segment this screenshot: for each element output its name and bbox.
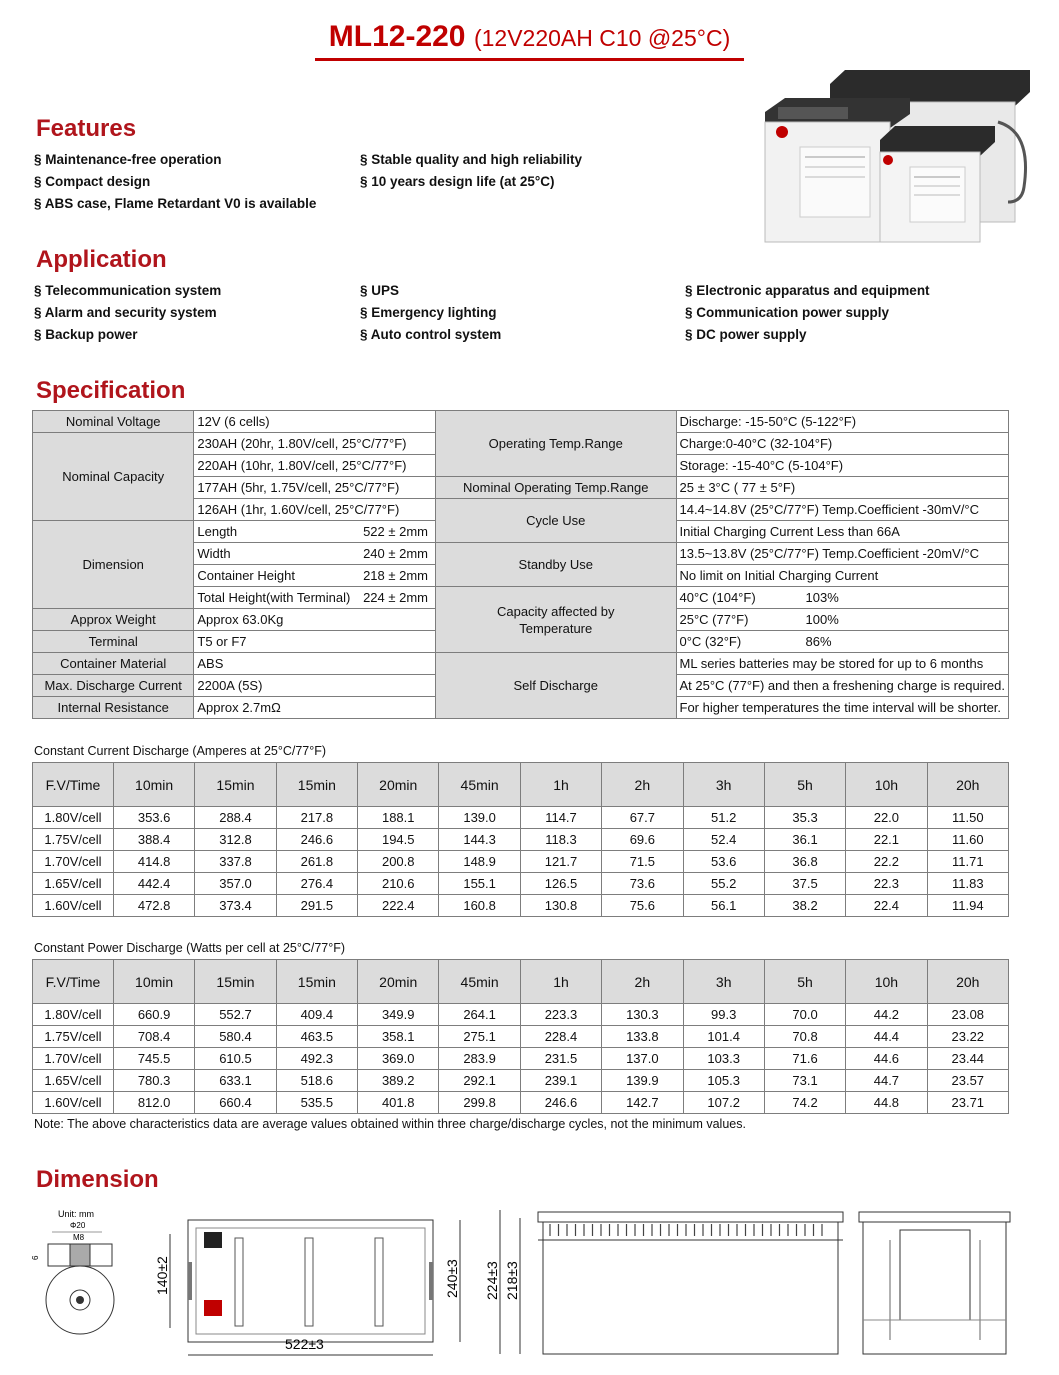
spec-value: 2200A (5S) [194,675,436,697]
application-item: § Alarm and security system [34,305,217,320]
feature-item: § Maintenance-free operation [34,152,222,167]
spec-label: Nominal Voltage [33,411,194,433]
power-discharge-table [32,959,1009,1114]
table-cell: 67.7 [602,807,683,829]
row-label: 1.75V/cell [33,1026,114,1048]
table-cell: 414.8 [113,851,194,873]
table-cell: 126.5 [520,873,601,895]
table-cell: 210.6 [358,873,439,895]
table-cell: 118.3 [520,829,601,851]
table-cell: 283.9 [439,1048,520,1070]
column-header: 10h [846,763,927,807]
battery-product-image [760,62,1040,252]
table-cell: 22.4 [846,895,927,917]
table-row [33,1092,1009,1114]
spec-label: Nominal Operating Temp.Range [436,477,677,499]
column-header: F.V/Time [33,763,114,807]
column-header: 10min [113,763,194,807]
spec-value: Width 240 ± 2mm [194,543,436,565]
spec-label: Self Discharge [436,653,677,719]
table-cell: 217.8 [276,807,357,829]
table-cell: 246.6 [276,829,357,851]
side-view-drawing [484,1210,843,1354]
table-cell: 71.5 [602,851,683,873]
application-col2 [360,280,501,346]
spec-label: Capacity affected by Temperature [436,587,677,653]
spec-label: Cycle Use [436,499,677,543]
column-header: 5h [764,763,845,807]
page-title [0,20,1059,61]
specification-heading: Specification [36,377,186,404]
application-item: § Auto control system [360,327,502,342]
table-cell: 137.0 [602,1048,683,1070]
table-row [33,895,1009,917]
column-header: 45min [439,960,520,1004]
table-cell: 580.4 [195,1026,276,1048]
table-cell: 130.3 [602,1004,683,1026]
table-row [33,873,1009,895]
terminal-detail-drawing [31,1209,114,1334]
application-item: § Telecommunication system [34,283,222,298]
table-cell: 11.71 [927,851,1008,873]
table-cell: 389.2 [358,1070,439,1092]
table-cell: 11.83 [927,873,1008,895]
table-cell: 745.5 [113,1048,194,1070]
row-label: 1.80V/cell [33,1004,114,1026]
spec-value: Approx 63.0Kg [194,609,436,631]
table-cell: 107.2 [683,1092,764,1114]
table-cell: 369.0 [358,1048,439,1070]
column-header: 3h [683,960,764,1004]
spec-value: For higher temperatures the time interval will be shorter. [676,697,1009,719]
column-header: 10min [113,960,194,1004]
application-item: § UPS [360,283,400,298]
side-container-height-label: 218±3 [504,1261,520,1300]
table-cell: 22.0 [846,807,927,829]
table-cell: 472.8 [113,895,194,917]
table-cell: 552.7 [195,1004,276,1026]
spec-label: Terminal [33,631,194,653]
table-cell: 73.6 [602,873,683,895]
spec-value: At 25°C (77°F) and then a freshening charge is required. [676,675,1009,697]
table-row [33,807,1009,829]
table-row [33,829,1009,851]
table-cell: 44.4 [846,1026,927,1048]
row-label: 1.70V/cell [33,1048,114,1070]
table-cell: 101.4 [683,1026,764,1048]
table-cell: 52.4 [683,829,764,851]
application-col1 [34,280,221,346]
column-header: 20min [358,960,439,1004]
column-header: 10h [846,960,927,1004]
table-cell: 23.22 [927,1026,1008,1048]
table-cell: 75.6 [602,895,683,917]
table-cell: 261.8 [276,851,357,873]
spec-value: Length 522 ± 2mm [194,521,436,543]
table-cell: 463.5 [276,1026,357,1048]
power-discharge-caption: Constant Power Discharge (Watts per cell at 25°C/77°F) [34,941,346,955]
column-header: 20h [927,960,1008,1004]
spec-value: T5 or F7 [194,631,436,653]
spec-value: 12V (6 cells) [194,411,436,433]
table-cell: 194.5 [358,829,439,851]
unit-label: Unit: mm [58,1209,94,1219]
table-cell: 38.2 [764,895,845,917]
spec-value: 126AH (1hr, 1.60V/cell, 25°C/77°F) [194,499,436,521]
application-item: § Communication power supply [685,305,890,320]
top-width-label: 240±3 [444,1259,460,1298]
spec-value: 230AH (20hr, 1.80V/cell, 25°C/77°F) [194,433,436,455]
table-cell: 53.6 [683,851,764,873]
spec-value: 177AH (5hr, 1.75V/cell, 25°C/77°F) [194,477,436,499]
top-height-label: 140±2 [154,1256,170,1295]
table-cell: 73.1 [764,1070,845,1092]
features-col1 [34,149,316,215]
table-cell: 22.1 [846,829,927,851]
column-header: F.V/Time [33,960,114,1004]
application-item: § Electronic apparatus and equipment [685,283,930,298]
table-cell: 409.4 [276,1004,357,1026]
column-header: 20h [927,763,1008,807]
table-cell: 44.8 [846,1092,927,1114]
table-cell: 36.1 [764,829,845,851]
table-cell: 264.1 [439,1004,520,1026]
table-cell: 492.3 [276,1048,357,1070]
column-header: 15min [276,960,357,1004]
row-label: 1.75V/cell [33,829,114,851]
table-cell: 44.6 [846,1048,927,1070]
spec-label: Operating Temp.Range [436,411,677,477]
terminal-diameter-label: Φ20 [70,1221,86,1230]
table-cell: 23.57 [927,1070,1008,1092]
spec-label: Dimension [33,521,194,609]
table-cell: 353.6 [113,807,194,829]
table-cell: 23.71 [927,1092,1008,1114]
spec-value: No limit on Initial Charging Current [676,565,1009,587]
table-cell: 780.3 [113,1070,194,1092]
spec-label: Internal Resistance [33,697,194,719]
spec-label: Max. Discharge Current [33,675,194,697]
column-header: 2h [602,763,683,807]
application-item: § DC power supply [685,327,807,342]
end-view-drawing [859,1212,1010,1354]
table-cell: 69.6 [602,829,683,851]
note-text: Note: The above characteristics data are average values obtained within three charge/discharge cycles, not the minimum values. [34,1117,746,1131]
table-cell: 11.60 [927,829,1008,851]
column-header: 3h [683,763,764,807]
dimension-heading: Dimension [36,1166,159,1193]
spec-value: 25°C (77°F) 100% [676,609,1009,631]
table-cell: 55.2 [683,873,764,895]
table-cell: 99.3 [683,1004,764,1026]
spec-value: 13.5~13.8V (25°C/77°F) Temp.Coefficient -20mV/°C [676,543,1009,565]
spec-value: Discharge: -15-50°C (5-122°F) [676,411,1009,433]
column-header: 15min [195,960,276,1004]
table-cell: 337.8 [195,851,276,873]
table-cell: 70.0 [764,1004,845,1026]
table-row [33,1004,1009,1026]
table-cell: 23.44 [927,1048,1008,1070]
table-cell: 812.0 [113,1092,194,1114]
application-item: § Backup power [34,327,138,342]
table-cell: 373.4 [195,895,276,917]
table-cell: 276.4 [276,873,357,895]
spec-value: Storage: -15-40°C (5-104°F) [676,455,1009,477]
table-cell: 292.1 [439,1070,520,1092]
table-cell: 442.4 [113,873,194,895]
column-header: 5h [764,960,845,1004]
spec-value: Container Height 218 ± 2mm [194,565,436,587]
table-cell: 144.3 [439,829,520,851]
table-row [33,851,1009,873]
terminal-height-label: 6 [31,1255,40,1260]
row-label: 1.65V/cell [33,873,114,895]
table-cell: 357.0 [195,873,276,895]
column-header: 1h [520,763,601,807]
table-cell: 37.5 [764,873,845,895]
table-cell: 660.4 [195,1092,276,1114]
current-discharge-table [32,762,1009,917]
table-cell: 51.2 [683,807,764,829]
table-row [33,1026,1009,1048]
table-cell: 228.4 [520,1026,601,1048]
table-cell: 610.5 [195,1048,276,1070]
spec-value: 14.4~14.8V (25°C/77°F) Temp.Coefficient -30mV/°C [676,499,1009,521]
side-total-height-label: 224±3 [484,1261,500,1300]
table-cell: 358.1 [358,1026,439,1048]
table-cell: 44.7 [846,1070,927,1092]
column-header: 2h [602,960,683,1004]
column-header: 20min [358,763,439,807]
column-header: 45min [439,763,520,807]
table-cell: 36.8 [764,851,845,873]
top-view-drawing [154,1220,460,1355]
model-subtitle: (12V220AH C10 @25°C) [473,25,731,51]
table-cell: 139.9 [602,1070,683,1092]
spec-value: Approx 2.7mΩ [194,697,436,719]
table-cell: 633.1 [195,1070,276,1092]
table-cell: 114.7 [520,807,601,829]
table-cell: 11.50 [927,807,1008,829]
table-cell: 22.3 [846,873,927,895]
table-cell: 239.1 [520,1070,601,1092]
terminal-bolt-label: M8 [73,1233,85,1242]
table-cell: 155.1 [439,873,520,895]
table-cell: 11.94 [927,895,1008,917]
spec-value: ABS [194,653,436,675]
column-header: 15min [195,763,276,807]
table-row [33,1070,1009,1092]
table-cell: 312.8 [195,829,276,851]
column-header: 15min [276,763,357,807]
table-cell: 133.8 [602,1026,683,1048]
row-label: 1.60V/cell [33,1092,114,1114]
feature-item: § 10 years design life (at 25°C) [360,174,555,189]
table-cell: 188.1 [358,807,439,829]
table-cell: 401.8 [358,1092,439,1114]
table-cell: 103.3 [683,1048,764,1070]
top-length-label: 522±3 [285,1336,324,1352]
spec-label: Approx Weight [33,609,194,631]
application-item: § Emergency lighting [360,305,497,320]
table-cell: 288.4 [195,807,276,829]
features-heading: Features [36,115,137,142]
spec-label: Container Material [33,653,194,675]
specification-table [32,410,1009,719]
feature-item: § Stable quality and high reliability [360,152,583,167]
table-cell: 105.3 [683,1070,764,1092]
table-cell: 23.08 [927,1004,1008,1026]
spec-value: 0°C (32°F) 86% [676,631,1009,653]
table-cell: 231.5 [520,1048,601,1070]
column-header: 1h [520,960,601,1004]
table-cell: 660.9 [113,1004,194,1026]
current-discharge-header-row [33,763,1009,807]
table-cell: 142.7 [602,1092,683,1114]
spec-label: Standby Use [436,543,677,587]
row-label: 1.70V/cell [33,851,114,873]
row-label: 1.60V/cell [33,895,114,917]
spec-value: Initial Charging Current Less than 66A [676,521,1009,543]
table-cell: 349.9 [358,1004,439,1026]
spec-value: 220AH (10hr, 1.80V/cell, 25°C/77°F) [194,455,436,477]
table-cell: 70.8 [764,1026,845,1048]
table-cell: 200.8 [358,851,439,873]
spec-value: 40°C (104°F) 103% [676,587,1009,609]
table-cell: 222.4 [358,895,439,917]
row-label: 1.65V/cell [33,1070,114,1092]
feature-item: § ABS case, Flame Retardant V0 is available [34,196,317,211]
table-cell: 35.3 [764,807,845,829]
table-cell: 223.3 [520,1004,601,1026]
table-cell: 71.6 [764,1048,845,1070]
spec-value: ML series batteries may be stored for up to 6 months [676,653,1009,675]
table-cell: 22.2 [846,851,927,873]
table-cell: 56.1 [683,895,764,917]
table-cell: 148.9 [439,851,520,873]
features-col2 [360,149,582,193]
table-cell: 139.0 [439,807,520,829]
table-cell: 535.5 [276,1092,357,1114]
spec-value: 25 ± 3°C ( 77 ± 5°F) [676,477,1009,499]
power-discharge-header-row [33,960,1009,1004]
table-cell: 160.8 [439,895,520,917]
table-cell: 291.5 [276,895,357,917]
spec-value: Charge:0-40°C (32-104°F) [676,433,1009,455]
spec-value: Total Height(with Terminal) 224 ± 2mm [194,587,436,609]
dimension-drawings [30,1200,1030,1365]
current-discharge-caption: Constant Current Discharge (Amperes at 25°C/77°F) [34,744,327,758]
row-label: 1.80V/cell [33,807,114,829]
table-cell: 130.8 [520,895,601,917]
table-row [33,1048,1009,1070]
spec-label: Nominal Capacity [33,433,194,521]
model-name: ML12-220 [328,20,466,53]
table-cell: 388.4 [113,829,194,851]
table-cell: 74.2 [764,1092,845,1114]
table-cell: 121.7 [520,851,601,873]
table-cell: 275.1 [439,1026,520,1048]
application-col3 [685,280,930,346]
feature-item: § Compact design [34,174,151,189]
application-heading: Application [36,246,167,273]
table-cell: 246.6 [520,1092,601,1114]
table-cell: 708.4 [113,1026,194,1048]
table-cell: 518.6 [276,1070,357,1092]
table-cell: 299.8 [439,1092,520,1114]
table-cell: 44.2 [846,1004,927,1026]
